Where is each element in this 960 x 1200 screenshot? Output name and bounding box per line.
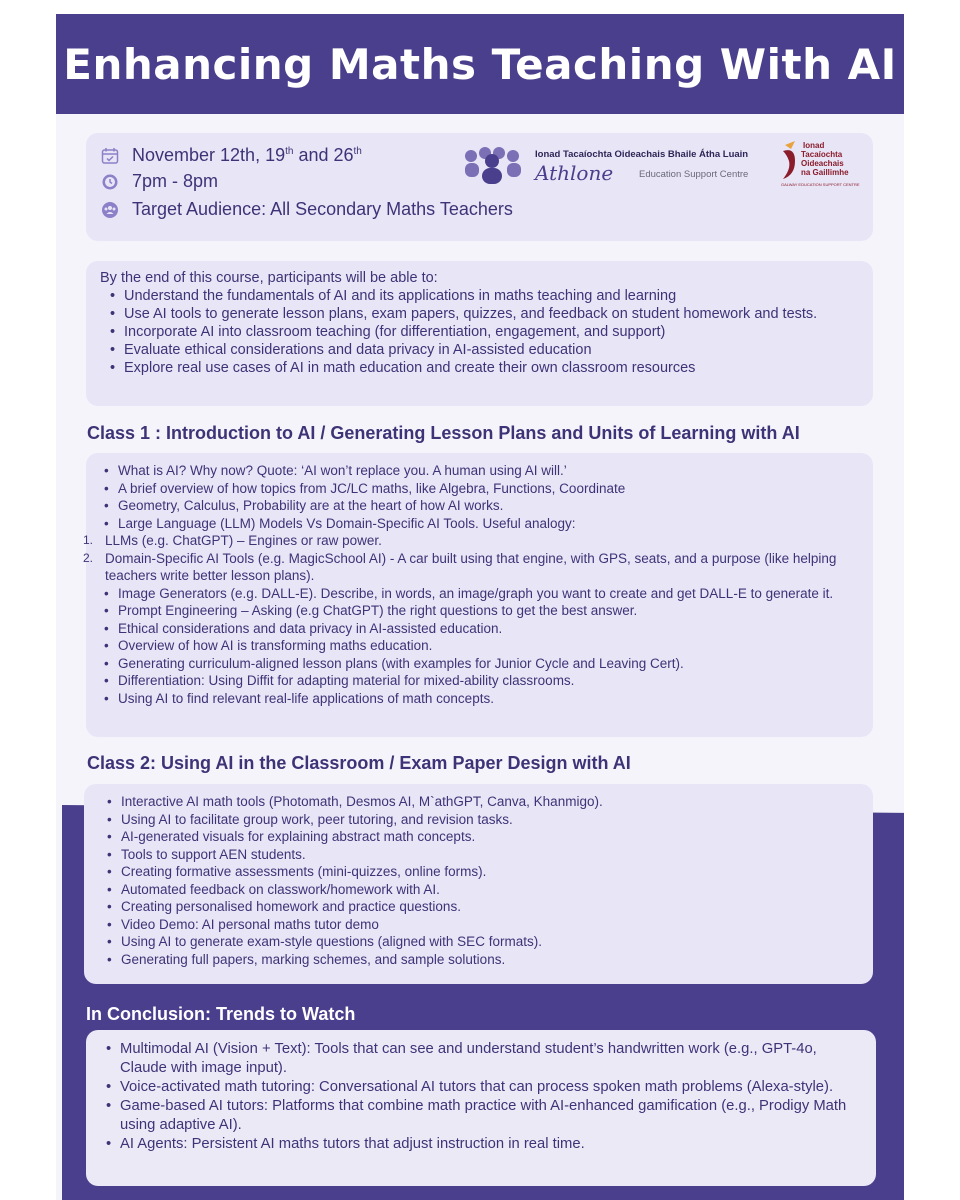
numbered-item [105,532,859,550]
list-item: • Evaluate ethical considerations and data privacy in AI-assisted education [124,341,859,359]
list-item: • Using AI to generate exam-style questions (aligned with SEC formats). [121,933,859,951]
svg-text:GALWAY EDUCATION SUPPORT CENTR: GALWAY EDUCATION SUPPORT CENTRE [781,182,860,187]
svg-text:Ionad Tacaíochta Oideachais Bh: Ionad Tacaíochta Oideachais Bhaile Átha Luain [535,149,749,160]
list-item: • Creating personalised homework and practice questions. [121,898,859,916]
time-row [100,171,218,192]
numbered-item-text: LLMs (e.g. ChatGPT) – Engines or raw power. [105,533,382,548]
class2-card [84,784,873,984]
list-item: • Use AI tools to generate lesson plans, exam papers, quizzes, and feedback on student homework and tests. [124,305,859,323]
list-item: • Automated feedback on classwork/homework with AI. [121,881,859,899]
list-item: • Voice-activated math tutoring: Conversational AI tutors that can process spoken math problems (Alexa-style). [120,1078,862,1097]
audience-icon [100,200,120,220]
svg-text:Ionad: Ionad [803,141,825,150]
list-item: • Generating full papers, marking schemes, and sample solutions. [121,951,859,969]
class2-heading: Class 2: Using AI in the Classroom / Exam Paper Design with AI [87,753,631,773]
learning-objectives-card [86,261,873,406]
dates-row [100,145,362,166]
list-item: • What is AI? Why now? Quote: ‘AI won’t replace you. A human using AI will.’ [118,462,859,480]
title-banner [56,14,904,114]
conclusion-card [86,1030,876,1186]
list-item: • Geometry, Calculus, Probability are at the heart of how AI works. [118,497,859,515]
list-item: • Incorporate AI into classroom teaching (for differentiation, engagement, and support) [124,323,859,341]
list-item: • Using AI to facilitate group work, peer tutoring, and revision tasks. [121,811,859,829]
svg-text:Education Support Centre: Education Support Centre [639,169,749,180]
class2-list [121,793,859,968]
numbered-item [105,550,859,585]
list-item: • A brief overview of how topics from JC/LC maths, like Algebra, Functions, Coordinate [118,480,859,498]
list-item: • Using AI to find relevant real-life applications of math concepts. [118,690,859,708]
list-item: • Generating curriculum-aligned lesson plans (with examples for Junior Cycle and Leaving Cert). [118,655,859,673]
list-item: • Ethical considerations and data privacy in AI-assisted education. [118,620,859,638]
list-item: • Creating formative assessments (mini-quizzes, online forms). [121,863,859,881]
svg-text:Tacaíochta: Tacaíochta [801,150,843,159]
class1-card [86,453,873,737]
list-item: • Tools to support AEN students. [121,846,859,864]
conclusion-list [120,1040,862,1154]
list-item: • AI-generated visuals for explaining abstract math concepts. [121,828,859,846]
list-item: • Interactive AI math tools (Photomath, Desmos AI, M`athGPT, Canva, Khanmigo). [121,793,859,811]
audience-row [100,199,513,220]
dates-text: November 12th, 19th and 26th [132,145,362,165]
list-item: • Game-based AI tutors: Platforms that combine math practice with AI-enhanced gamification (e.g., Prodigy Math using adaptive AI). [120,1097,862,1135]
svg-text:na Gaillimhe: na Gaillimhe [801,168,849,177]
clock-icon [100,172,120,192]
list-item: • Understand the fundamentals of AI and its applications in maths teaching and learning [124,287,859,305]
class1-list [105,462,859,707]
galway-logo [779,139,861,191]
list-item: • Video Demo: AI personal maths tutor demo [121,916,859,934]
list-item: • Image Generators (e.g. DALL-E). Describe, in words, an image/graph you want to create and get DALL-E to generate it. [118,585,859,603]
list-item: • AI Agents: Persistent AI maths tutors that adjust instruction in real time. [120,1135,862,1154]
calendar-icon [100,146,120,166]
list-item: • Explore real use cases of AI in math education and create their own classroom resources [124,359,859,377]
svg-text:Athlone: Athlone [535,161,614,185]
conclusion-heading: In Conclusion: Trends to Watch [86,1004,356,1024]
page-title: Enhancing Maths Teaching With AI [63,39,897,89]
svg-text:Oideachais: Oideachais [801,159,844,168]
audience-text: Target Audience: All Secondary Maths Teachers [132,199,513,219]
list-item: • Overview of how AI is transforming maths education. [118,637,859,655]
list-item: • Prompt Engineering – Asking (e.g ChatGPT) the right questions to get the best answer. [118,602,859,620]
list-item: • Differentiation: Using Diffit for adapting material for mixed-ability classrooms. [118,672,859,690]
list-item: • Multimodal AI (Vision + Text): Tools that can see and understand student’s handwritten work (e.g., GPT-4o, Claude with image input). [120,1040,862,1078]
list-item: • Large Language (LLM) Models Vs Domain-Specific AI Tools. Useful analogy: [118,515,859,533]
athlone-logo [463,144,763,188]
time-text: 7pm - 8pm [132,171,219,191]
numbered-item-text: Domain-Specific AI Tools (e.g. MagicSchool AI) - A car built using that engine, with GPS, seats, and a purpose (like helping teachers write better lesson plans). [105,550,837,583]
objectives-intro: By the end of this course, participants will be able to: [100,270,438,286]
bottom-purple-band-edge [895,820,904,1200]
class1-heading: Class 1 : Introduction to AI / Generating Lesson Plans and Units of Learning with AI [87,423,800,443]
objectives-list [100,287,859,377]
